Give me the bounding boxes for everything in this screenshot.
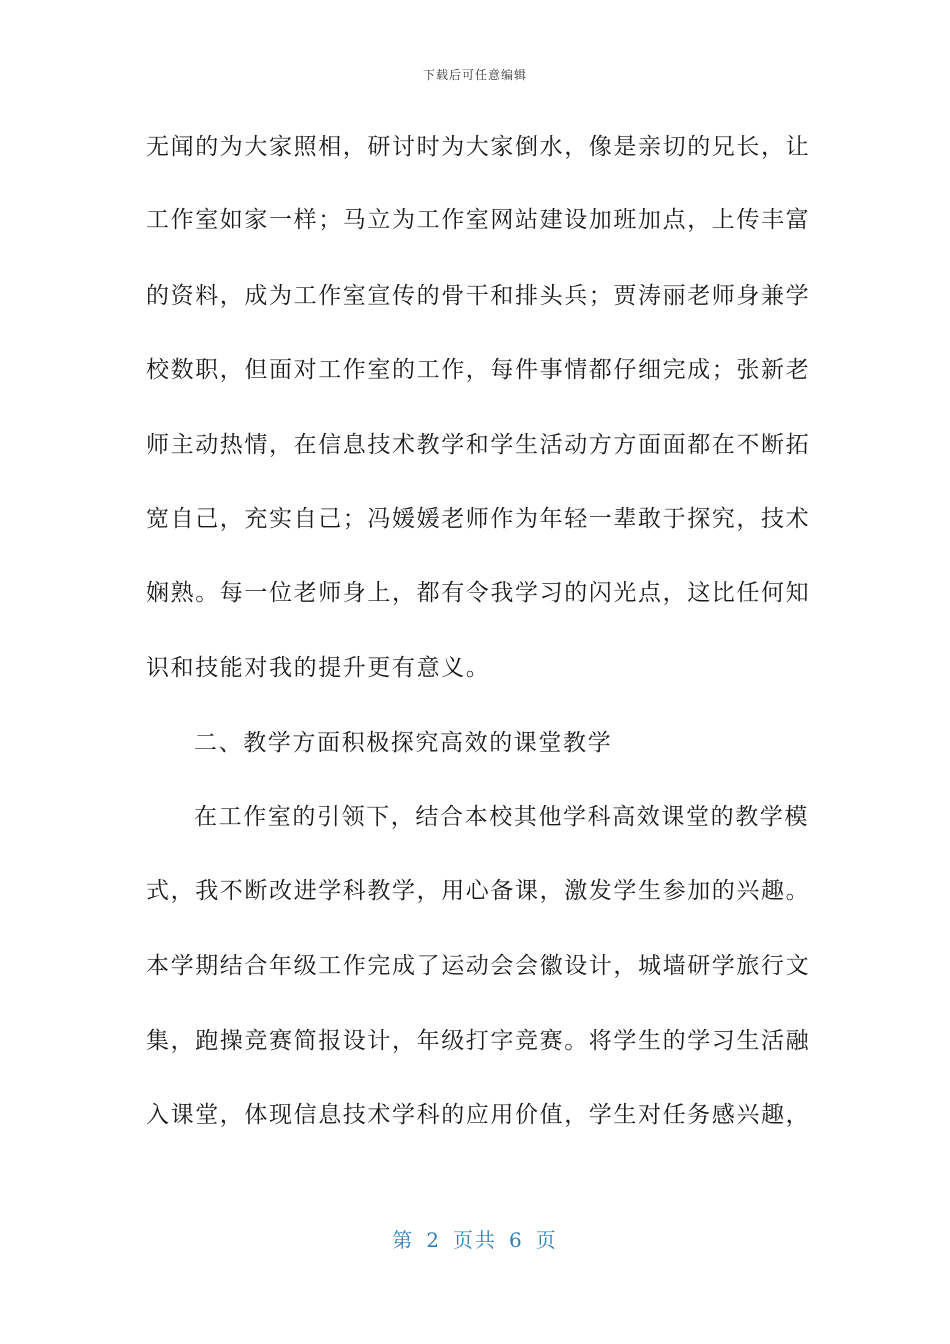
body-line: 式，我不断改进学科教学，用心备课，激发学生参加的兴趣。 xyxy=(146,878,811,904)
body-line: 师主动热情，在信息技术教学和学生活动方方面面都在不断拓 xyxy=(146,432,811,458)
body-line: 校数职，但面对工作室的工作，每件事情都仔细完成；张新老 xyxy=(146,357,811,383)
paragraph-first-line: 在工作室的引领下，结合本校其他学科高效课堂的教学模 xyxy=(194,804,809,830)
body-line: 的资料，成为工作室宣传的骨干和排头兵；贾涛丽老师身兼学 xyxy=(146,283,811,309)
body-line: 识和技能对我的提升更有意义。 xyxy=(146,655,491,681)
body-line: 集，跑操竞赛简报设计，年级打字竞赛。将学生的学习生活融 xyxy=(146,1028,811,1054)
page-label-suffix: 页 xyxy=(535,1228,558,1252)
page-label-middle: 页共 xyxy=(453,1228,497,1252)
page-total: 6 xyxy=(509,1228,524,1252)
body-line: 宽自己，充实自己；冯媛媛老师作为年轻一辈敢于探究，技术 xyxy=(146,506,811,532)
page-number: 2 xyxy=(426,1228,441,1252)
body-line: 工作室如家一样；马立为工作室网站建设加班加点，上传丰富 xyxy=(146,207,811,233)
body-line: 本学期结合年级工作完成了运动会会徽设计，城墙研学旅行文 xyxy=(146,953,811,979)
body-line: 无闻的为大家照相，研讨时为大家倒水，像是亲切的兄长，让 xyxy=(146,134,811,160)
body-line: 娴熟。每一位老师身上，都有令我学习的闪光点，这比任何知 xyxy=(146,580,811,606)
page-footer xyxy=(0,1224,950,1253)
page-header-note: 下载后可任意编辑 xyxy=(422,68,527,82)
page-label-prefix: 第 xyxy=(392,1228,415,1252)
body-line: 入课堂，体现信息技术学科的应用价值，学生对任务感兴趣， xyxy=(146,1102,811,1128)
section-heading: 二、教学方面积极探究高效的课堂教学 xyxy=(194,730,613,756)
